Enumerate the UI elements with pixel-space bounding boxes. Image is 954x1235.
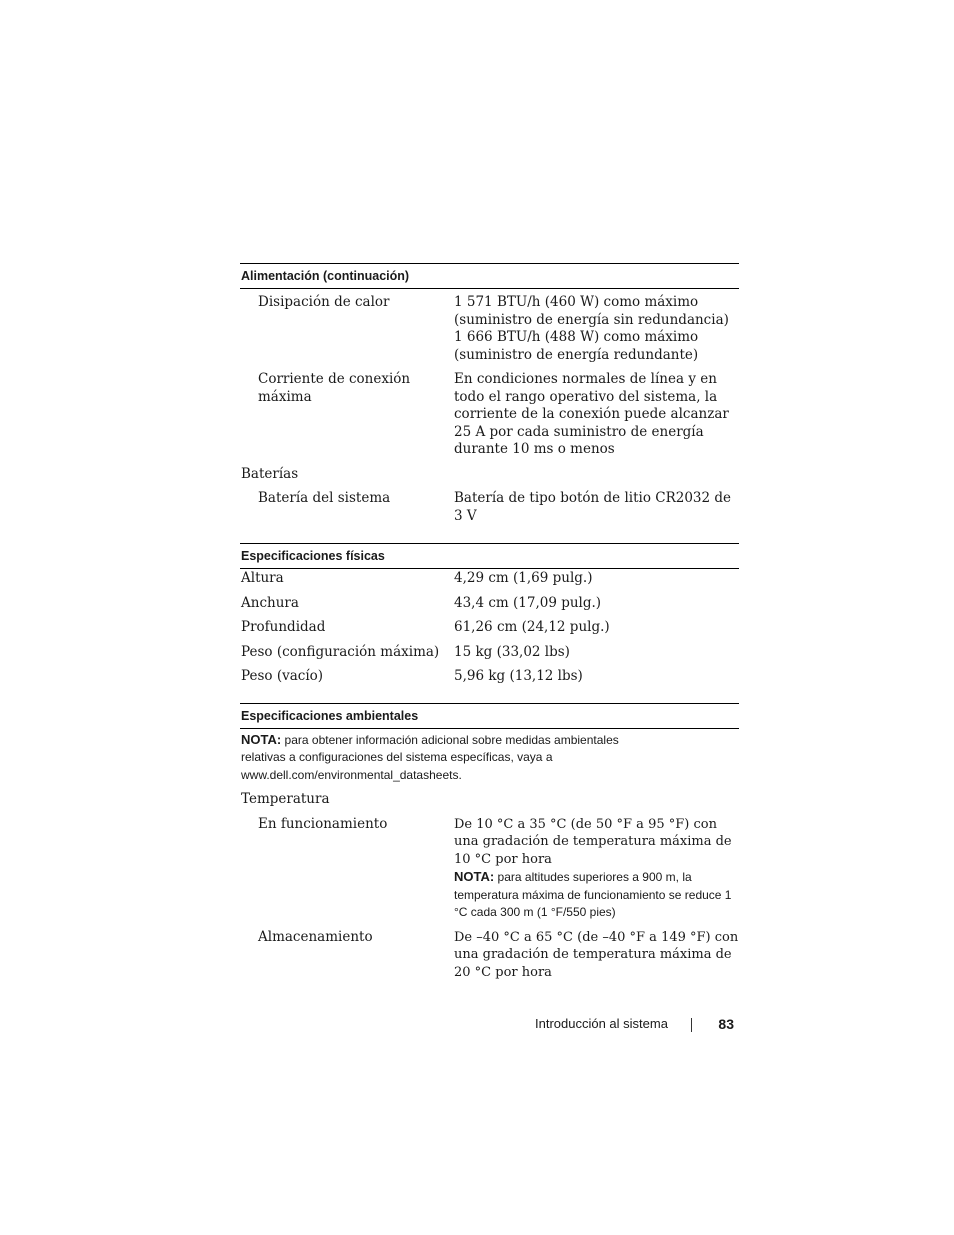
row-weight-max bbox=[240, 644, 739, 662]
row-height bbox=[240, 570, 739, 588]
batteries-label: Baterías bbox=[241, 465, 299, 482]
heat-dissipation-label: Disipación de calor bbox=[258, 294, 390, 310]
physical-label: Peso (vacío) bbox=[241, 668, 324, 684]
row-system-battery bbox=[240, 490, 739, 525]
section-header-power: Alimentación (continuación) bbox=[240, 263, 739, 289]
note-text: para obtener información adicional sobre medidas ambientales relativas a configuraciones del sistema específicas, vaya a bbox=[241, 732, 619, 764]
environmental-note bbox=[240, 731, 661, 785]
storage-label: Almacenamiento bbox=[258, 928, 373, 945]
physical-value: 4,29 cm (1,69 pulg.) bbox=[454, 570, 593, 586]
system-battery-label: Batería del sistema bbox=[258, 490, 391, 506]
physical-label: Profundidad bbox=[241, 619, 326, 635]
note-url[interactable]: www.dell.com/environmental_datasheets bbox=[241, 767, 459, 782]
row-temperature bbox=[240, 791, 739, 809]
row-weight-empty bbox=[240, 668, 739, 686]
row-operating bbox=[240, 816, 739, 922]
row-width bbox=[240, 595, 739, 613]
physical-value: 61,26 cm (24,12 pulg.) bbox=[454, 619, 610, 635]
note-label: NOTA: bbox=[241, 731, 282, 747]
row-depth bbox=[240, 619, 739, 637]
operating-label: En funcionamiento bbox=[258, 815, 388, 832]
physical-value: 15 kg (33,02 lbs) bbox=[454, 643, 570, 660]
operating-note bbox=[454, 868, 739, 922]
row-heat-dissipation bbox=[240, 294, 739, 364]
physical-value: 43,4 cm (17,09 pulg.) bbox=[454, 594, 602, 611]
row-inrush-current bbox=[240, 371, 739, 459]
footer-title: Introducción al sistema bbox=[535, 1016, 668, 1031]
section-header-environmental: Especificaciones ambientales bbox=[240, 703, 739, 729]
heat-dissipation-value-1: 1 571 BTU/h (460 W) como máximo (suministro de energía sin redundancia) bbox=[454, 294, 729, 328]
inrush-current-label: Corriente de conexión máxima bbox=[258, 371, 411, 405]
inrush-current-value: En condiciones normales de línea y en todo el rango operativo del sistema, la corriente de la conexión puede alcanzar 25 A por cada suministro de energía durante 10 ms o menos bbox=[454, 371, 729, 457]
physical-value: 5,96 kg (13,12 lbs) bbox=[454, 668, 583, 684]
page-footer bbox=[535, 1014, 739, 1034]
system-battery-value: Batería de tipo botón de litio CR2032 de 3 V bbox=[454, 490, 732, 524]
spec-table bbox=[240, 263, 739, 981]
note-end: . bbox=[458, 767, 462, 782]
operating-note-label: NOTA: bbox=[454, 869, 495, 884]
operating-note-text: para altitudes superiores a 900 m, la temperatura máxima de funcionamiento se reduce 1 °C cada 300 m (1 °F/550 pies) bbox=[454, 870, 732, 919]
footer-separator bbox=[691, 1018, 692, 1032]
row-storage bbox=[240, 929, 739, 982]
temperature-label: Temperatura bbox=[241, 791, 330, 807]
physical-label: Peso (configuración máxima) bbox=[241, 643, 440, 660]
physical-label: Anchura bbox=[241, 594, 299, 611]
storage-value: De –40 °C a 65 °C (de –40 °F a 149 °F) con una gradación de temperatura máxima de 20 °C por hora bbox=[454, 929, 739, 980]
row-batteries bbox=[240, 466, 739, 484]
operating-value: De 10 °C a 35 °C (de 50 °F a 95 °F) con una gradación de temperatura máxima de 10 °C por hora bbox=[454, 816, 732, 867]
heat-dissipation-value-2: 1 666 BTU/h (488 W) como máximo (suministro de energía redundante) bbox=[454, 329, 699, 363]
page-number: 83 bbox=[718, 1016, 734, 1032]
physical-label: Altura bbox=[241, 570, 284, 586]
section-header-physical: Especificaciones físicas bbox=[240, 543, 739, 569]
